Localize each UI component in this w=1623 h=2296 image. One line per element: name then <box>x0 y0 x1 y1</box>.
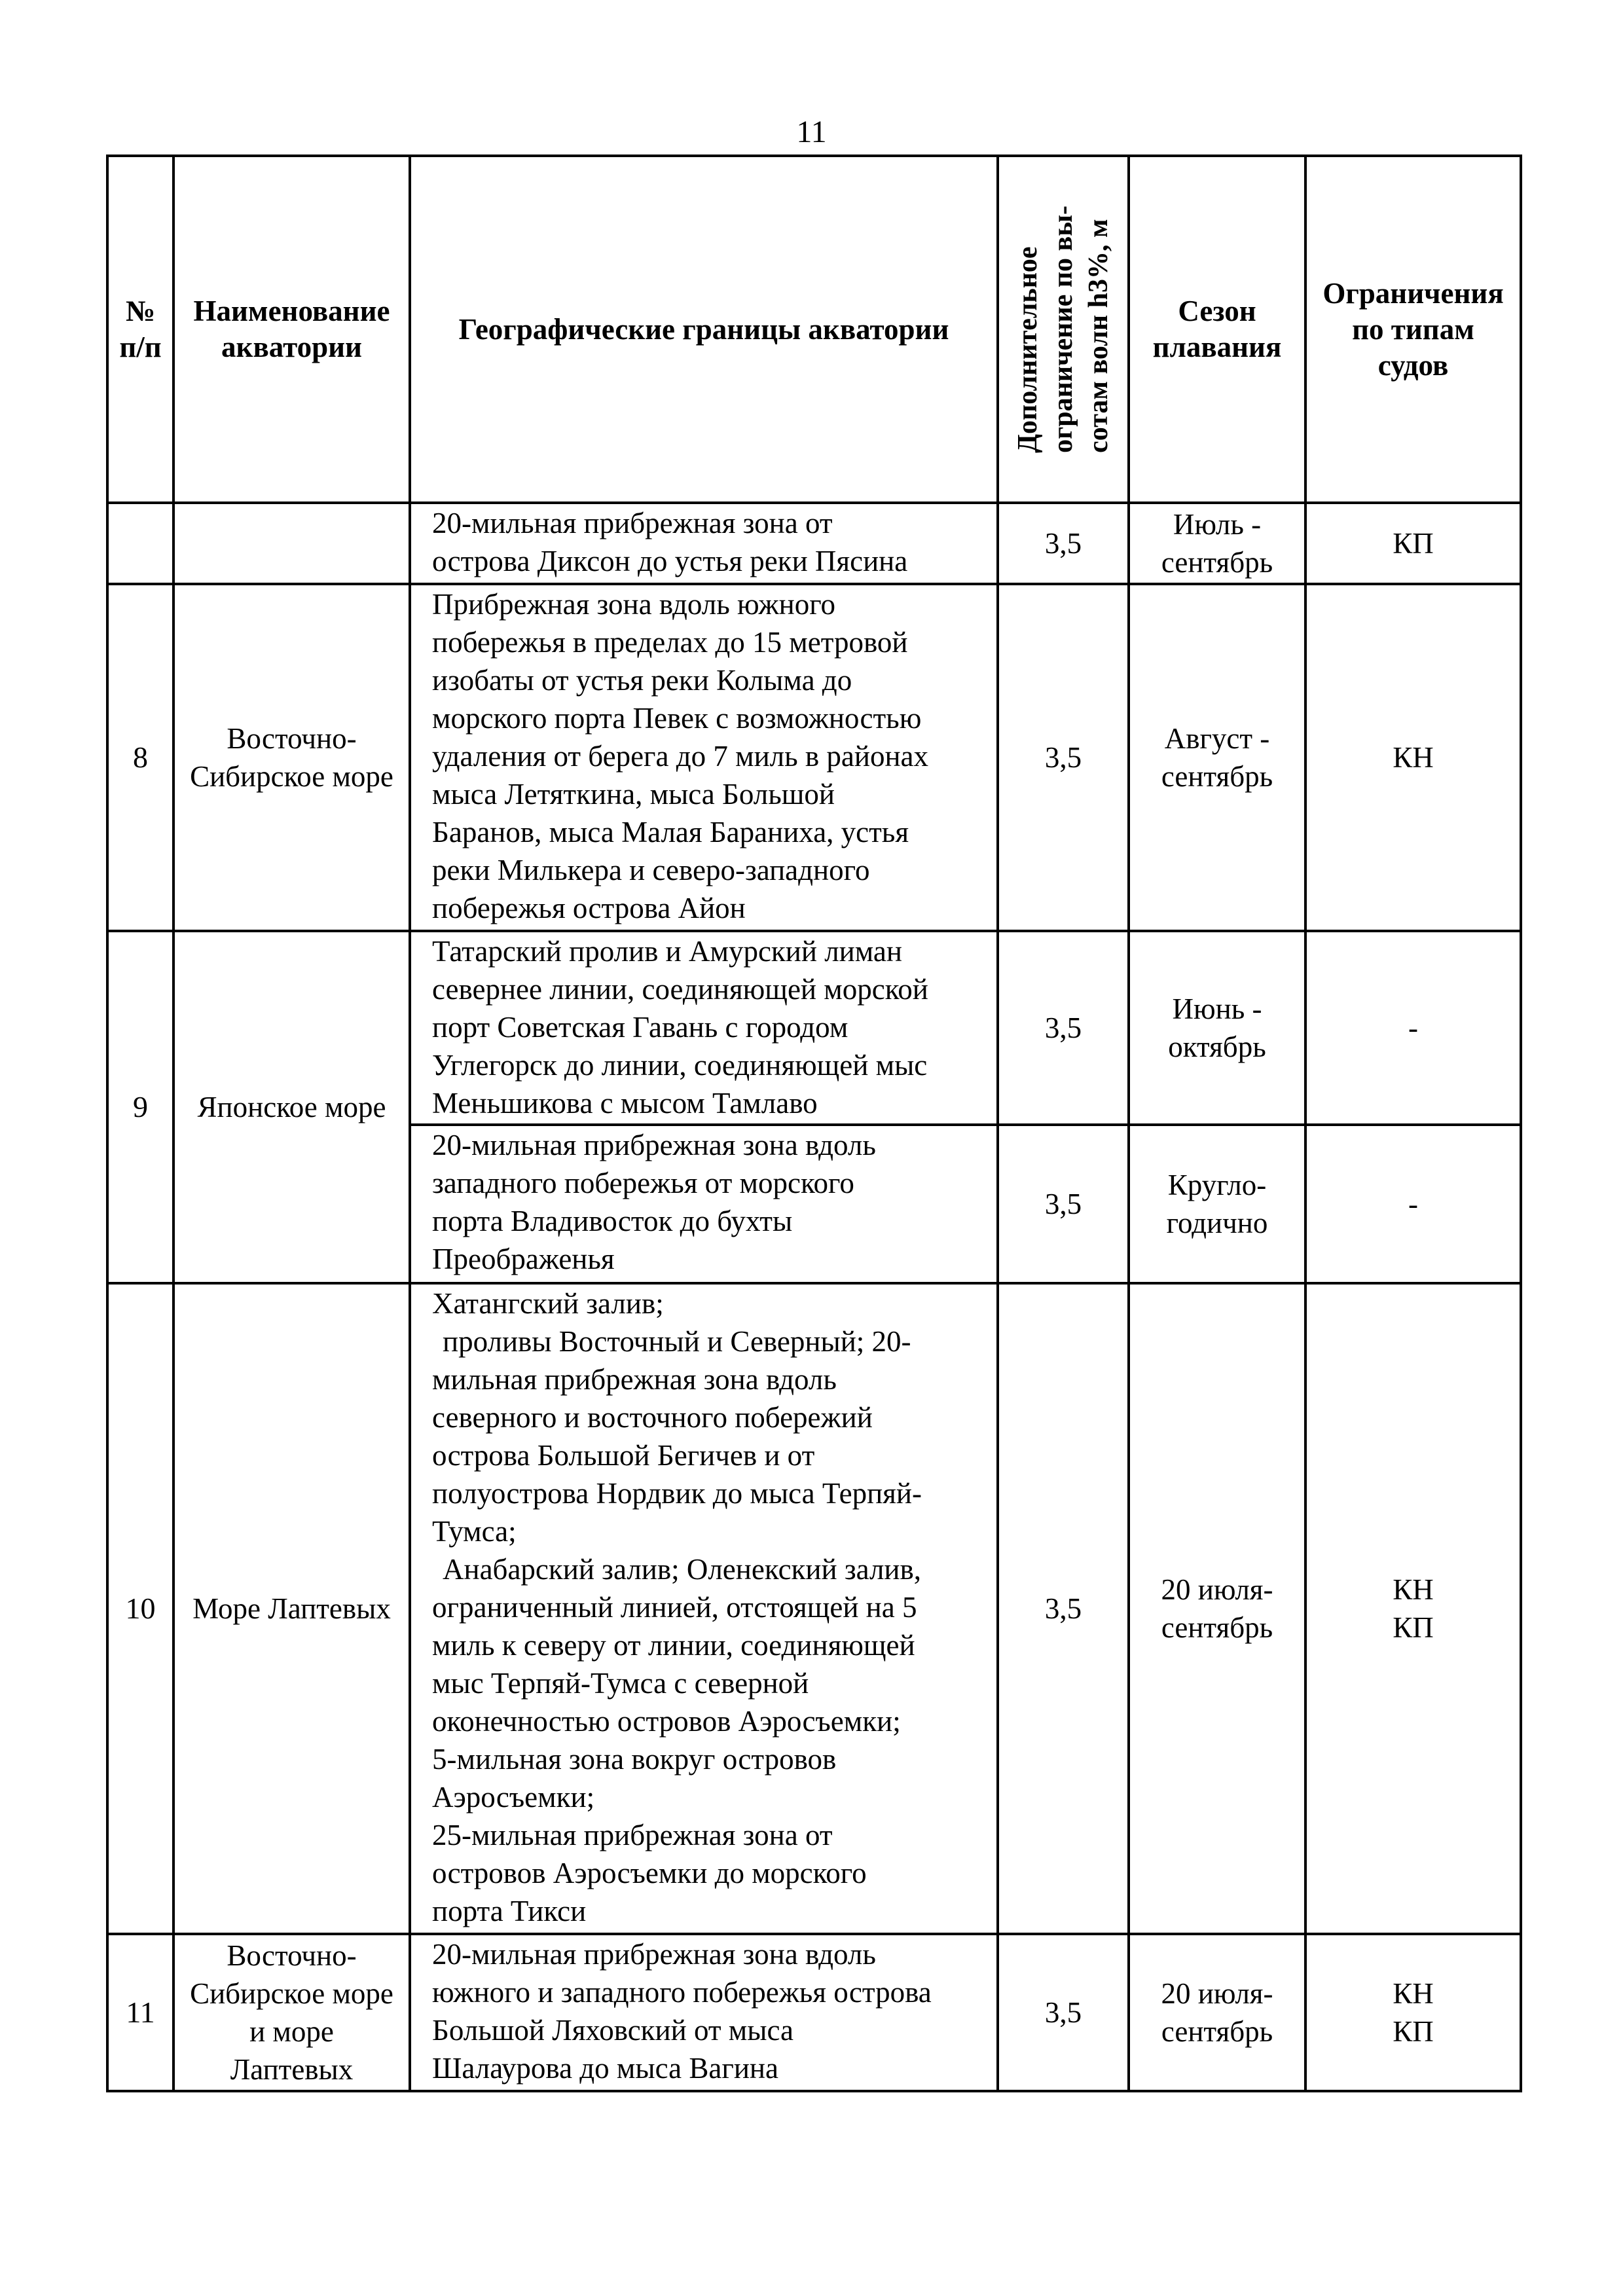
cell-season: Июнь - октябрь <box>1129 931 1305 1125</box>
header-name: Наименование акватории <box>173 156 410 503</box>
table-row <box>107 1934 1521 2091</box>
table-row <box>107 584 1521 931</box>
page-number: 11 <box>796 115 827 149</box>
cell-geo: Хатангский залив; проливы Восточный и Северный; 20- мильная прибрежная зона вдоль северного и восточного побережий острова Большой Бегичев и от полуострова Нордвик до мыса Терпяй- Тумса; Анабарский залив; Оленекский залив, ограниченный линией, отстоящей на 5 миль к северу от линии, соединяющей мыс Терпяй-Тумса с северной оконечностью островов Аэросъемки; 5-мильная зона вокруг островов Аэросъемки; 25-мильная прибрежная зона от островов Аэросъемки до морского порта Тикси <box>410 1283 998 1934</box>
cell-num: 9 <box>107 931 173 1283</box>
header-restrict: Ограничения по типам судов <box>1305 156 1521 503</box>
cell-season: 20 июля- сентябрь <box>1129 1283 1305 1934</box>
cell-height: 3,5 <box>998 584 1129 931</box>
table-row <box>107 931 1521 1125</box>
cell-height: 3,5 <box>998 1934 1129 2091</box>
cell-geo: 20-мильная прибрежная зона вдоль южного и западного побережья острова Большой Ляховский от мыса Шалаурова до мыса Вагина <box>410 1934 998 2091</box>
cell-name: Море Лаптевых <box>173 1283 410 1934</box>
cell-num <box>107 503 173 584</box>
navigation-restrictions-table <box>106 155 1522 2092</box>
cell-name: Восточно- Сибирское море <box>173 584 410 931</box>
header-wave-height: Дополнительное ограничение по вы- сотам волн h3%, м <box>998 156 1129 503</box>
cell-geo: 20-мильная прибрежная зона вдоль западного побережья от морского порта Владивосток до бухты Преображенья <box>410 1125 998 1283</box>
cell-restrict: КН <box>1305 584 1521 931</box>
cell-num: 10 <box>107 1283 173 1934</box>
cell-season: 20 июля- сентябрь <box>1129 1934 1305 2091</box>
cell-height: 3,5 <box>998 503 1129 584</box>
cell-num: 11 <box>107 1934 173 2091</box>
table-row <box>107 503 1521 584</box>
cell-season: Июль - сентябрь <box>1129 503 1305 584</box>
cell-name: Восточно- Сибирское море и море Лаптевых <box>173 1934 410 2091</box>
cell-height: 3,5 <box>998 1283 1129 1934</box>
cell-name <box>173 503 410 584</box>
cell-height: 3,5 <box>998 1125 1129 1283</box>
header-row <box>107 156 1521 503</box>
cell-geo: 20-мильная прибрежная зона от острова Диксон до устья реки Пясина <box>410 503 998 584</box>
table-row <box>107 1283 1521 1934</box>
cell-restrict: - <box>1305 1125 1521 1283</box>
header-num: № п/п <box>107 156 173 503</box>
cell-restrict: КП <box>1305 503 1521 584</box>
cell-season: Август - сентябрь <box>1129 584 1305 931</box>
cell-num: 8 <box>107 584 173 931</box>
cell-height: 3,5 <box>998 931 1129 1125</box>
cell-name: Японское море <box>173 931 410 1283</box>
cell-season: Кругло- годично <box>1129 1125 1305 1283</box>
header-season: Сезон плавания <box>1129 156 1305 503</box>
cell-restrict: КН КП <box>1305 1934 1521 2091</box>
cell-geo: Прибрежная зона вдоль южного побережья в пределах до 15 метровой изобаты от устья реки Колыма до морского порта Певек с возможностью удаления от берега до 7 миль в районах мыса Летяткина, мыса Большой Баранов, мыса Малая Бараниха, устья реки Милькера и северо-западного побережья острова Айон <box>410 584 998 931</box>
cell-restrict: - <box>1305 931 1521 1125</box>
cell-geo: Татарский пролив и Амурский лиман севернее линии, соединяющей морской порт Советская Гавань с городом Углегорск до линии, соединяющей мыс Меньшикова с мысом Тамлаво <box>410 931 998 1125</box>
header-geo: Географические границы акватории <box>410 156 998 503</box>
cell-restrict: КН КП <box>1305 1283 1521 1934</box>
